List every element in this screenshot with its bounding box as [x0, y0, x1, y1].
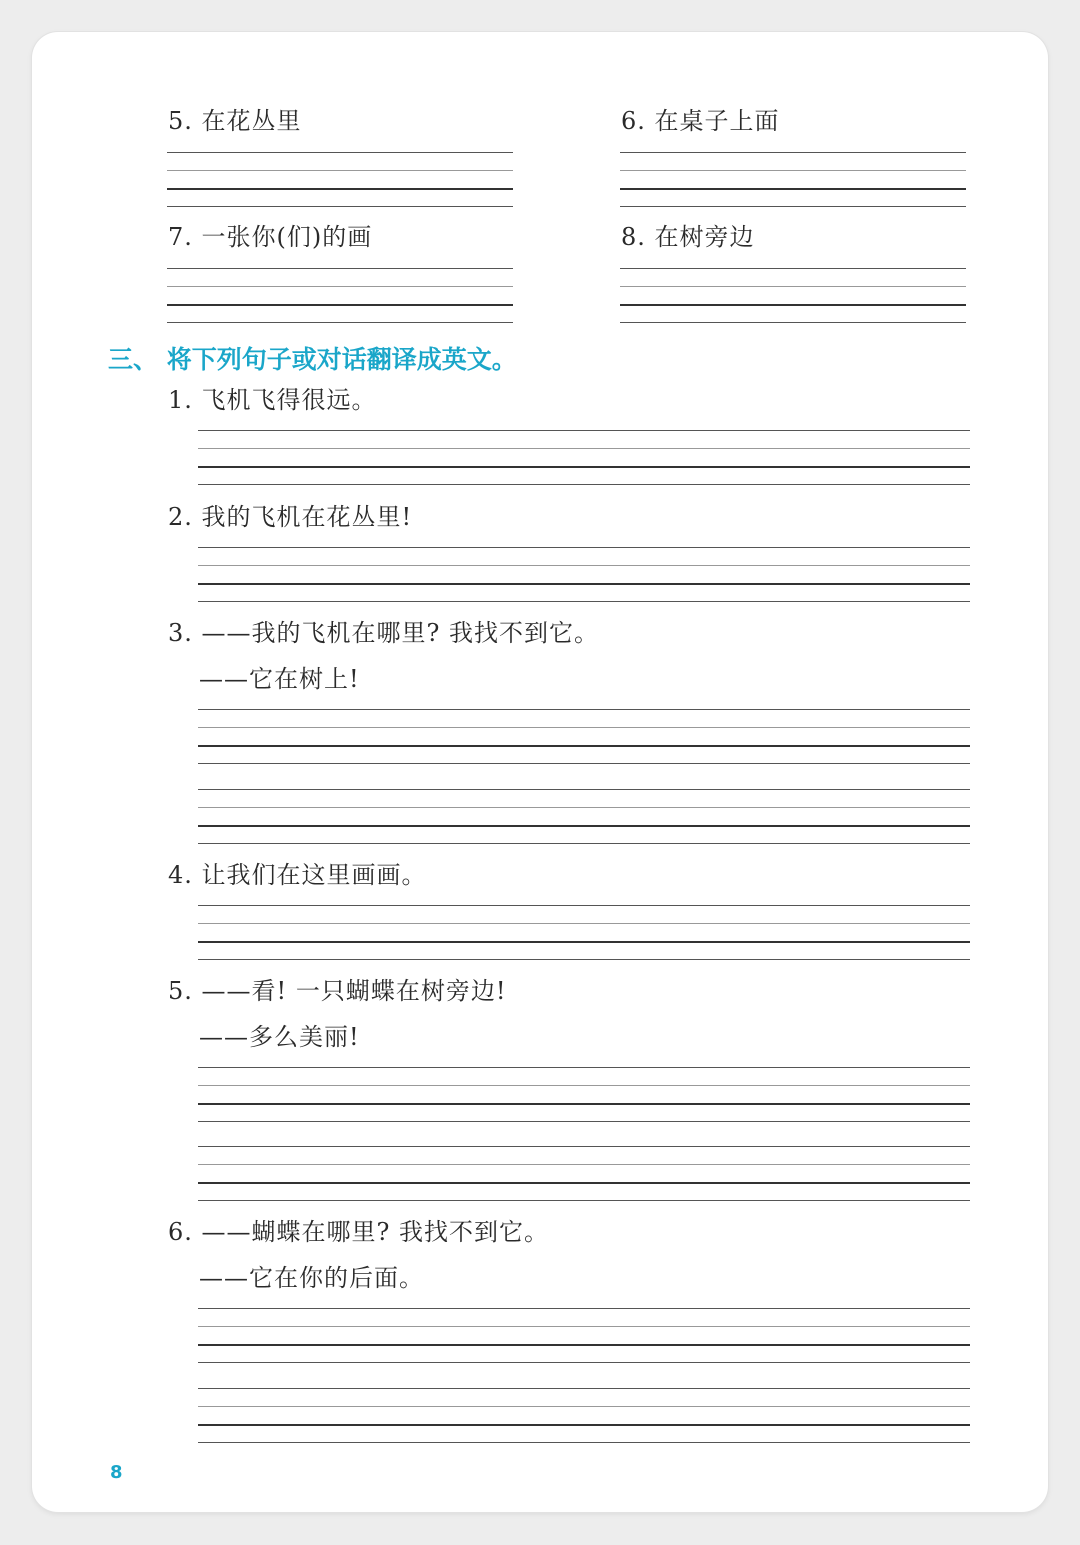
sentence-number: 1.	[168, 386, 193, 414]
sentence-text: ——看! 一只蝴蝶在树旁边!	[201, 977, 507, 1005]
sentence-reply: ——多么美丽!	[199, 1023, 360, 1051]
sentence-text: ——我的飞机在哪里? 我找不到它。	[201, 619, 600, 647]
sentence-item-5	[168, 976, 506, 1006]
answer-lines[interactable]	[198, 905, 970, 959]
phrase-item-6	[621, 106, 780, 136]
phrase-text: 在桌子上面	[654, 107, 780, 135]
phrase-number: 7.	[168, 223, 193, 251]
sentence-reply: ——它在树上!	[199, 665, 360, 693]
phrase-number: 5.	[168, 107, 193, 135]
sentence-reply: ——它在你的后面。	[199, 1264, 424, 1292]
answer-lines[interactable]	[198, 1388, 970, 1442]
sentence-text: 让我们在这里画画。	[201, 861, 427, 889]
answer-lines[interactable]	[167, 268, 513, 322]
sentence-number: 2.	[168, 503, 193, 531]
answer-lines[interactable]	[198, 430, 970, 484]
answer-lines[interactable]	[198, 789, 970, 843]
answer-lines[interactable]	[198, 1067, 970, 1121]
phrase-item-5	[168, 106, 302, 136]
phrase-item-7	[168, 222, 372, 252]
sentence-item-1	[168, 385, 377, 415]
sentence-number: 3.	[168, 619, 193, 647]
phrase-text: 在花丛里	[201, 107, 302, 135]
answer-lines[interactable]	[198, 547, 970, 601]
worksheet-page	[32, 32, 1048, 1512]
section-title: 三、 将下列句子或对话翻译成英文。	[108, 345, 517, 374]
phrase-text: 一张你(们)的画	[201, 223, 373, 251]
answer-lines[interactable]	[620, 268, 966, 322]
page-number: 8	[110, 1462, 123, 1483]
sentence-text: 飞机飞得很远。	[201, 386, 377, 414]
answer-lines[interactable]	[198, 709, 970, 763]
sentence-item-2	[168, 502, 412, 532]
sentence-item-4	[168, 860, 427, 890]
phrase-item-8	[621, 222, 755, 252]
answer-lines[interactable]	[620, 152, 966, 206]
sentence-item-3	[168, 618, 599, 648]
sentence-number: 5.	[168, 977, 193, 1005]
sentence-item-6	[168, 1217, 549, 1247]
answer-lines[interactable]	[198, 1308, 970, 1362]
phrase-number: 6.	[621, 107, 646, 135]
sentence-number: 4.	[168, 861, 193, 889]
answer-lines[interactable]	[167, 152, 513, 206]
sentence-number: 6.	[168, 1218, 193, 1246]
sentence-text: 我的飞机在花丛里!	[201, 503, 413, 531]
phrase-number: 8.	[621, 223, 646, 251]
answer-lines[interactable]	[198, 1146, 970, 1200]
phrase-text: 在树旁边	[654, 223, 755, 251]
sentence-text: ——蝴蝶在哪里? 我找不到它。	[201, 1218, 550, 1246]
